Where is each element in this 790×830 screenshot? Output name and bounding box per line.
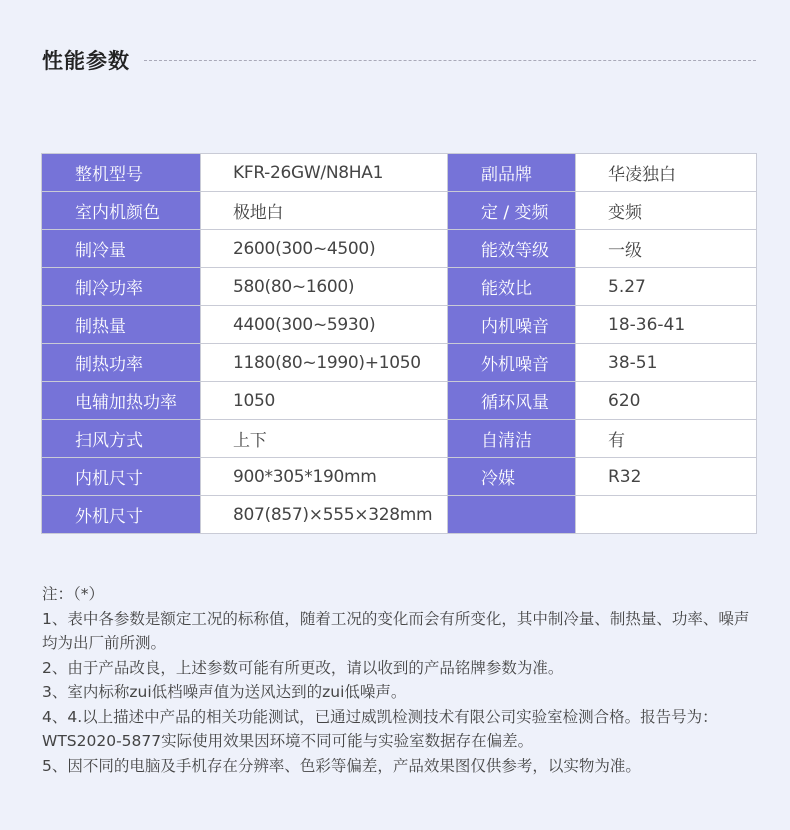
spec-value: R32 <box>576 458 757 496</box>
spec-table-body <box>42 154 757 534</box>
spec-label: 电辅加热功率 <box>42 382 201 420</box>
spec-label: 定 / 变频 <box>448 192 576 230</box>
spec-value: 620 <box>576 382 757 420</box>
spec-label: 自清洁 <box>448 420 576 458</box>
spec-value: 1050 <box>201 382 448 420</box>
spec-value: 一级 <box>576 230 757 268</box>
note-item: 2、由于产品改良，上述参数可能有所更改，请以收到的产品铭牌参数为准。 <box>42 658 564 677</box>
spec-row <box>42 154 757 192</box>
spec-value: 807(857)×555×328mm <box>201 496 448 534</box>
note-item: 1、表中各参数是额定工况的标称值，随着工况的变化而会有所变化，其中制冷量、制热量、功率、噪声均为出厂前所测。 <box>42 609 750 652</box>
spec-label: 室内机颜色 <box>42 192 201 230</box>
spec-row <box>42 268 757 306</box>
spec-row <box>42 306 757 344</box>
spec-value: 1180(80~1990)+1050 <box>201 344 448 382</box>
spec-label: 制热功率 <box>42 344 201 382</box>
spec-label: 能效比 <box>448 268 576 306</box>
spec-value: 4400(300~5930) <box>201 306 448 344</box>
title-divider <box>144 60 756 61</box>
spec-label: 能效等级 <box>448 230 576 268</box>
spec-value: 上下 <box>201 420 448 458</box>
spec-label: 内机噪音 <box>448 306 576 344</box>
note-item: 3、室内标称zui低档噪声值为送风达到的zui低噪声。 <box>42 683 407 701</box>
spec-value: 华凌独白 <box>576 154 757 192</box>
spec-value: 900*305*190mm <box>201 458 448 496</box>
spec-value: 极地白 <box>201 192 448 230</box>
spec-label: 制热量 <box>42 306 201 344</box>
spec-label: 循环风量 <box>448 382 576 420</box>
section-header <box>42 44 756 76</box>
notes-section <box>42 582 758 778</box>
spec-value: 2600(300~4500) <box>201 230 448 268</box>
spec-label: 外机噪音 <box>448 344 576 382</box>
spec-row <box>42 192 757 230</box>
spec-value: KFR-26GW/N8HA1 <box>201 154 448 192</box>
spec-label: 外机尺寸 <box>42 496 201 534</box>
spec-label: 制冷功率 <box>42 268 201 306</box>
spec-value: 38-51 <box>576 344 757 382</box>
spec-row <box>42 458 757 496</box>
spec-label <box>448 496 576 534</box>
spec-row <box>42 382 757 420</box>
notes-heading: 注：（*） <box>42 585 105 603</box>
spec-label: 整机型号 <box>42 154 201 192</box>
spec-value: 18-36-41 <box>576 306 757 344</box>
note-item: 4、4.以上描述中产品的相关功能测试，已通过威凯检测技术有限公司实验室检测合格。报告号为：WTS2020-5877实际使用效果因环境不同可能与实验室数据存在偏差。 <box>42 707 718 750</box>
page-title: 性能参数 <box>42 49 130 73</box>
spec-value <box>576 496 757 534</box>
spec-label: 扫风方式 <box>42 420 201 458</box>
spec-label: 内机尺寸 <box>42 458 201 496</box>
spec-value: 5.27 <box>576 268 757 306</box>
spec-value: 有 <box>576 420 757 458</box>
spec-label: 制冷量 <box>42 230 201 268</box>
note-item: 5、因不同的电脑及手机存在分辨率、色彩等偏差，产品效果图仅供参考，以实物为准。 <box>42 756 641 775</box>
spec-row <box>42 496 757 534</box>
spec-value: 变频 <box>576 192 757 230</box>
spec-row <box>42 230 757 268</box>
spec-row <box>42 420 757 458</box>
spec-row <box>42 344 757 382</box>
spec-table <box>41 153 757 534</box>
spec-label: 冷媒 <box>448 458 576 496</box>
spec-value: 580(80~1600) <box>201 268 448 306</box>
spec-label: 副品牌 <box>448 154 576 192</box>
